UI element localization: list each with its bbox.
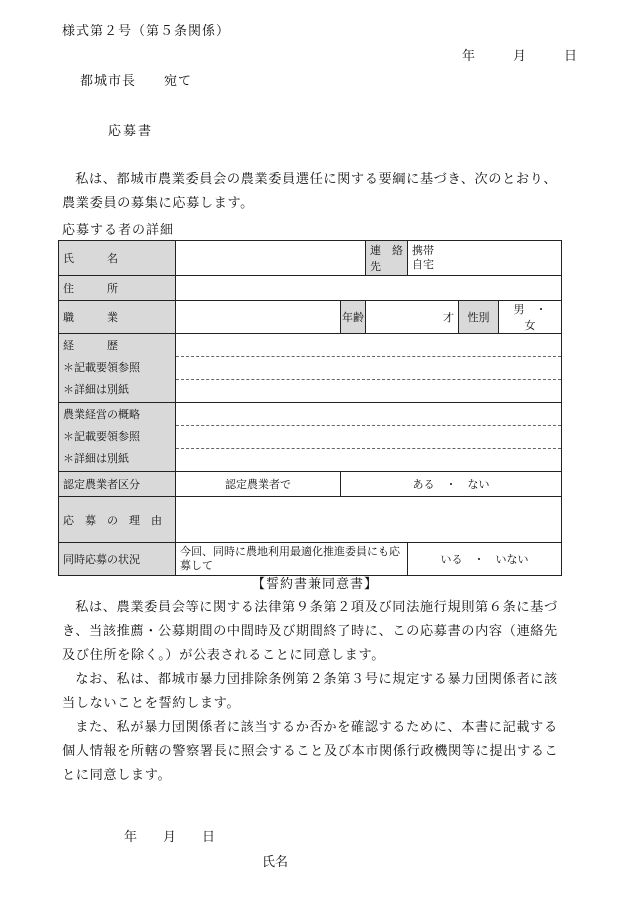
concurrent-text: 今回、同時に農地利用最適化推進委員にも応募して	[176, 543, 408, 576]
age-unit: 才	[443, 311, 454, 324]
age-field[interactable]	[366, 301, 459, 334]
addressee: 都城市長 宛て	[80, 74, 193, 89]
age-label: 年齢	[341, 301, 366, 334]
career-note-guide: ＊記載要領参照	[63, 361, 140, 374]
certified-options[interactable]: ある ・ ない	[341, 472, 562, 497]
concurrent-label: 同時応募の状況	[59, 543, 176, 576]
name-field[interactable]	[176, 241, 366, 276]
header-date	[462, 45, 577, 64]
concurrent-options[interactable]: いる ・ いない	[408, 543, 562, 576]
application-form-table	[58, 240, 562, 576]
address-field[interactable]	[176, 276, 562, 301]
farm-label: 農業経営の概略	[63, 408, 140, 421]
gender-label: 性別	[459, 301, 499, 334]
contact-mobile: 携帯	[412, 244, 434, 257]
signature-name-label: 氏名	[262, 855, 289, 870]
contact-field[interactable]	[408, 241, 562, 276]
name-label: 氏 名	[59, 241, 176, 276]
career-note-attach: ＊詳細は別紙	[63, 383, 129, 396]
certified-text: 認定農業者で	[176, 472, 341, 497]
date-month: 月	[513, 49, 527, 64]
farm-field[interactable]	[176, 403, 562, 472]
pledge-paragraph-1: 私は、農業委員会等に関する法律第９条第２項及び同法施行規則第６条に基づき、当該推薦・公募期間の中間時及び期間終了時に、この応募書の内容（連絡先及び住所を除く。）が公表されることに同意します。	[62, 600, 558, 663]
pledge-title: 【誓約書兼同意書】	[251, 577, 378, 592]
reason-field[interactable]	[176, 497, 562, 543]
pledge-paragraph-3: また、私が暴力団関係者に該当するか否かを確認するために、本書に記載する個人情報を所轄の警察署長に照会すること及び本市関係行政機関等に提出することに同意します。	[62, 720, 559, 783]
reason-label: 応 募 の 理 由	[59, 497, 176, 543]
signature-date: 年 月 日	[124, 830, 216, 845]
intro-paragraph: 私は、都城市農業委員会の農業委員選任に関する要綱に基づき、次のとおり、農業委員の募集に応募します。	[62, 172, 558, 211]
date-year: 年	[462, 49, 476, 64]
contact-label: 連 絡 先	[366, 241, 408, 276]
address-label: 住 所	[59, 276, 176, 301]
date-day: 日	[564, 49, 578, 64]
farm-label-cell	[59, 403, 176, 472]
details-heading: 応募する者の詳細	[62, 223, 175, 238]
form-number: 様式第２号（第５条関係）	[62, 24, 231, 39]
document-title: 応募書	[108, 124, 154, 139]
occupation-field[interactable]	[176, 301, 341, 334]
career-label-cell	[59, 334, 176, 403]
gender-options[interactable]: 男 ・ 女	[499, 301, 562, 334]
career-label: 経 歴	[63, 339, 118, 352]
contact-home: 自宅	[412, 258, 434, 271]
farm-note-attach: ＊詳細は別紙	[63, 452, 129, 465]
pledge-body	[62, 596, 567, 788]
pledge-paragraph-2: なお、私は、都城市暴力団排除条例第２条第３号に規定する暴力団関係者に該当しないことを誓約します。	[62, 672, 558, 711]
career-field[interactable]	[176, 334, 562, 403]
certified-label: 認定農業者区分	[59, 472, 176, 497]
farm-note-guide: ＊記載要領参照	[63, 430, 140, 443]
occupation-label: 職 業	[59, 301, 176, 334]
